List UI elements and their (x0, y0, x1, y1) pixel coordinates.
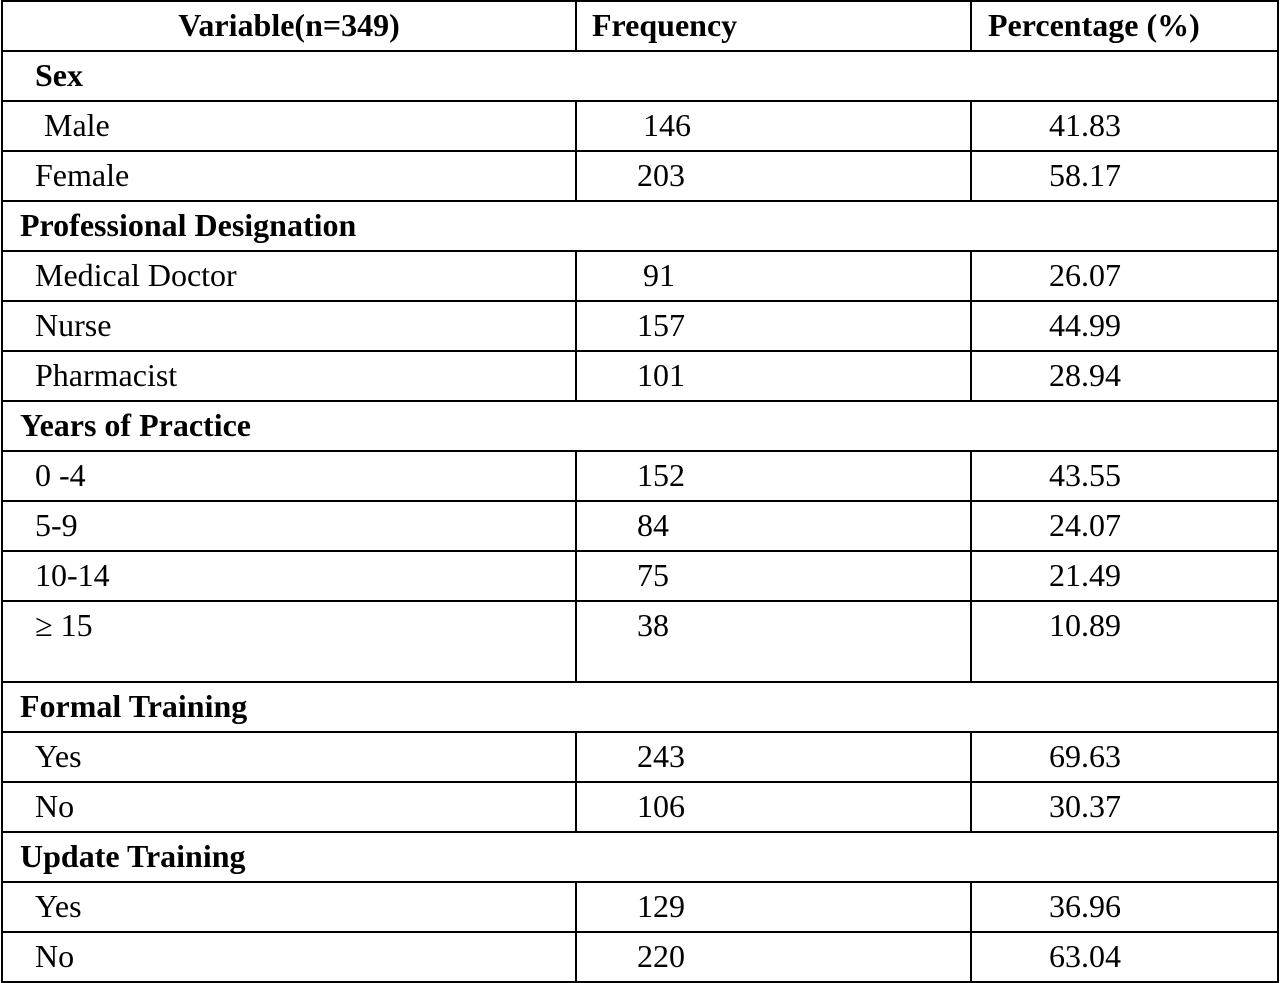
table-row (2, 101, 1278, 151)
row-label: Medical Doctor (2, 251, 576, 301)
table-row (2, 551, 1278, 601)
row-percentage: 36.96 (971, 882, 1278, 932)
row-frequency: 129 (576, 882, 971, 932)
section-title-professional-designation: Professional Designation (2, 201, 1278, 251)
section-title-years-of-practice: Years of Practice (2, 401, 1278, 451)
table-row (2, 782, 1278, 832)
table-row (2, 882, 1278, 932)
row-label: Yes (2, 732, 576, 782)
row-label: Pharmacist (2, 351, 576, 401)
header-row (2, 1, 1278, 51)
frequency-table (1, 0, 1279, 983)
row-label: Male (2, 101, 576, 151)
table-row (2, 451, 1278, 501)
row-percentage: 28.94 (971, 351, 1278, 401)
section-row (2, 201, 1278, 251)
table-row (2, 351, 1278, 401)
section-row (2, 51, 1278, 101)
row-percentage: 24.07 (971, 501, 1278, 551)
row-frequency: 203 (576, 151, 971, 201)
table-row (2, 151, 1278, 201)
row-label: 5-9 (2, 501, 576, 551)
row-percentage: 21.49 (971, 551, 1278, 601)
row-label: 0 -4 (2, 451, 576, 501)
header-percentage: Percentage (%) (971, 1, 1278, 51)
section-row (2, 401, 1278, 451)
header-variable: Variable(n=349) (2, 1, 576, 51)
row-frequency: 220 (576, 932, 971, 982)
row-frequency: 101 (576, 351, 971, 401)
section-title-update-training: Update Training (2, 832, 1278, 882)
row-percentage: 26.07 (971, 251, 1278, 301)
row-label: 10-14 (2, 551, 576, 601)
table-row (2, 932, 1278, 982)
row-percentage: 69.63 (971, 732, 1278, 782)
table-row (2, 601, 1278, 682)
row-frequency: 75 (576, 551, 971, 601)
header-frequency: Frequency (576, 1, 971, 51)
row-label: Yes (2, 882, 576, 932)
table-row (2, 251, 1278, 301)
row-frequency: 157 (576, 301, 971, 351)
row-frequency: 38 (576, 601, 971, 682)
section-row (2, 832, 1278, 882)
row-label: No (2, 932, 576, 982)
table-row (2, 501, 1278, 551)
row-frequency: 243 (576, 732, 971, 782)
row-label: ≥ 15 (2, 601, 576, 682)
section-title-formal-training: Formal Training (2, 682, 1278, 732)
row-percentage: 30.37 (971, 782, 1278, 832)
row-frequency: 152 (576, 451, 971, 501)
row-percentage: 43.55 (971, 451, 1278, 501)
row-frequency: 106 (576, 782, 971, 832)
row-percentage: 63.04 (971, 932, 1278, 982)
table-row (2, 732, 1278, 782)
row-frequency: 146 (576, 101, 971, 151)
row-percentage: 44.99 (971, 301, 1278, 351)
row-percentage: 10.89 (971, 601, 1278, 682)
row-percentage: 58.17 (971, 151, 1278, 201)
row-label: Nurse (2, 301, 576, 351)
row-frequency: 84 (576, 501, 971, 551)
row-frequency: 91 (576, 251, 971, 301)
row-label: No (2, 782, 576, 832)
section-title-sex: Sex (2, 51, 1278, 101)
row-percentage: 41.83 (971, 101, 1278, 151)
section-row (2, 682, 1278, 732)
row-label: Female (2, 151, 576, 201)
table-row (2, 301, 1278, 351)
